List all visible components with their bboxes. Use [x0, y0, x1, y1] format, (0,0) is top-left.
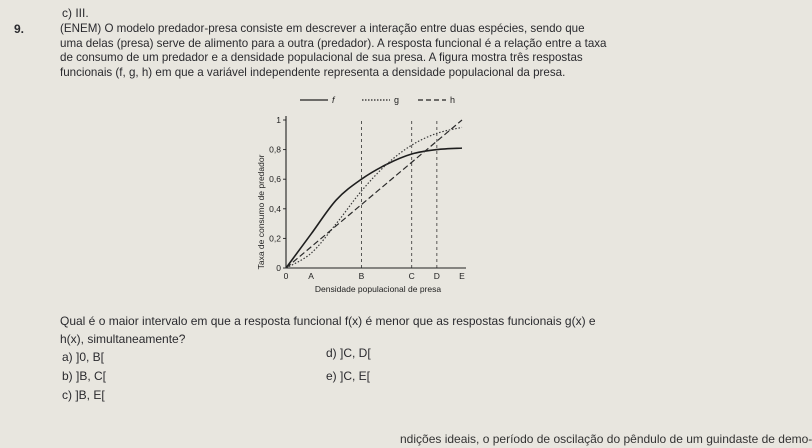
prompt-line: h(x), simultaneamente?	[60, 332, 186, 346]
question-number: 9.	[14, 22, 25, 36]
x-tick-label: E	[459, 271, 465, 281]
x-tick-label: B	[358, 271, 365, 281]
x-tick-label: C	[408, 271, 415, 281]
y-tick-label: 0,2	[269, 233, 281, 244]
functional-response-chart	[240, 92, 480, 302]
legend-label-h: h	[450, 95, 456, 105]
y-axis-title	[256, 154, 266, 269]
legend-label-g: g	[394, 95, 400, 105]
series-h-line	[286, 120, 462, 268]
option-a[interactable]: a) ]0, B[	[62, 350, 105, 364]
y-tick-label: 0,4	[269, 203, 281, 214]
plot-area	[269, 115, 466, 281]
question-prompt	[60, 312, 596, 348]
chart-legend	[300, 95, 455, 105]
option-c[interactable]: c) ]B, E[	[62, 388, 105, 402]
previous-option: c) III.	[62, 6, 89, 20]
x-tick-label: D	[433, 271, 440, 281]
question-line: de consumo de um predador e a densidade populacional de sua presa. A figura mostra três respostas	[60, 51, 583, 65]
option-d[interactable]: d) ]C, D[	[326, 346, 371, 360]
question-line: uma delas (presa) serve de alimento para a outra (predador). A resposta funcional é a relação entre a taxa	[60, 36, 607, 50]
question-text	[60, 22, 690, 80]
y-tick-label: 0,8	[269, 144, 281, 155]
y-tick-label: 1	[276, 115, 281, 125]
next-question-fragment: ndições ideais, o período de oscilação do pêndulo de um guindaste de demo-	[400, 432, 812, 446]
x-axis-label: Densidade populacional de presa	[314, 284, 442, 294]
x-tick-label: 0	[283, 271, 289, 281]
series-g-line	[286, 127, 462, 268]
option-e[interactable]: e) ]C, E[	[326, 369, 371, 383]
y-tick-label: 0	[276, 263, 281, 273]
question-line: (ENEM) O modelo predador-presa consiste em descrever a interação entre duas espécies, sendo que	[60, 22, 585, 35]
x-tick-label: A	[308, 271, 314, 281]
question-line: funcionais (f, g, h) em que a variável independente representa a densidade populacional da presa.	[60, 65, 566, 79]
option-b[interactable]: b) ]B, C[	[62, 369, 107, 383]
series-f-line	[286, 148, 462, 268]
prompt-line: Qual é o maior intervalo em que a resposta funcional f(x) é menor que as respostas funcionais g(x) e	[60, 314, 596, 328]
y-tick-label: 0,6	[269, 174, 281, 185]
legend-label-f: f	[332, 95, 335, 105]
y-axis-label: Taxa de consumo de predador	[256, 154, 266, 270]
